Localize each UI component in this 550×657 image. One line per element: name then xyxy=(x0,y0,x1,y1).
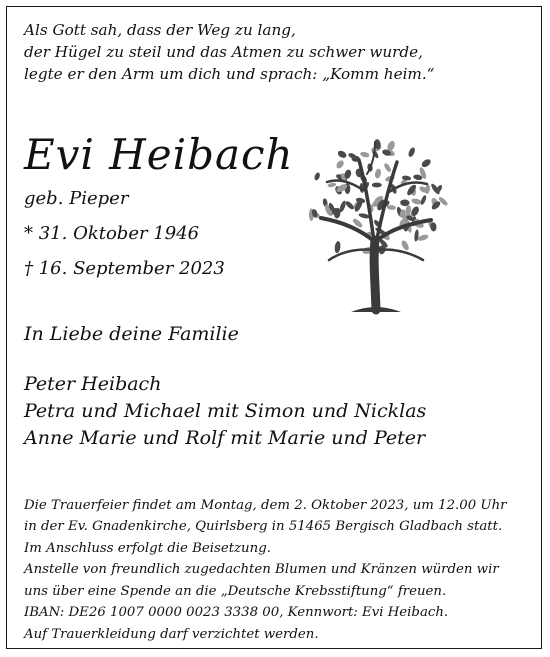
family-member-2: Petra und Michael mit Simon und Nicklas xyxy=(24,400,427,422)
death-date: † 16. September 2023 xyxy=(24,258,225,279)
notice-line-1: Die Trauerfeier findet am Montag, dem 2. Oktober 2023, um 12.00 Uhr xyxy=(24,498,507,513)
deceased-name: Evi Heibach xyxy=(24,130,294,179)
family-intro: In Liebe deine Familie xyxy=(24,323,239,345)
birth-date: * 31. Oktober 1946 xyxy=(24,223,200,244)
poem-line-3: legte er den Arm um dich und sprach: „Komm heim.“ xyxy=(24,65,435,83)
notice-line-5: uns über eine Spende an die „Deutsche Krebsstiftung“ freuen. xyxy=(24,584,447,599)
notice-line-6: IBAN: DE26 1007 0000 0023 3338 00, Kennwort: Evi Heibach. xyxy=(24,605,449,620)
obituary-frame xyxy=(6,6,542,649)
family-member-3: Anne Marie und Rolf mit Marie und Peter xyxy=(24,427,426,449)
notice-line-2: in der Ev. Gnadenkirche, Quirlsberg in 51465 Bergisch Gladbach statt. xyxy=(24,519,503,534)
notice-line-7: Auf Trauerkleidung darf verzichtet werden. xyxy=(24,627,319,642)
poem-line-2: der Hügel zu steil und das Atmen zu schwer wurde, xyxy=(24,43,423,61)
notice-line-3: Im Anschluss erfolgt die Beisetzung. xyxy=(24,541,271,556)
family-member-1: Peter Heibach xyxy=(24,373,162,395)
poem-line-1: Als Gott sah, dass der Weg zu lang, xyxy=(24,21,296,39)
maiden-name: geb. Pieper xyxy=(24,188,129,209)
notice-line-4: Anstelle von freundlich zugedachten Blumen und Kränzen würden wir xyxy=(24,562,499,577)
tree-icon xyxy=(301,130,451,320)
